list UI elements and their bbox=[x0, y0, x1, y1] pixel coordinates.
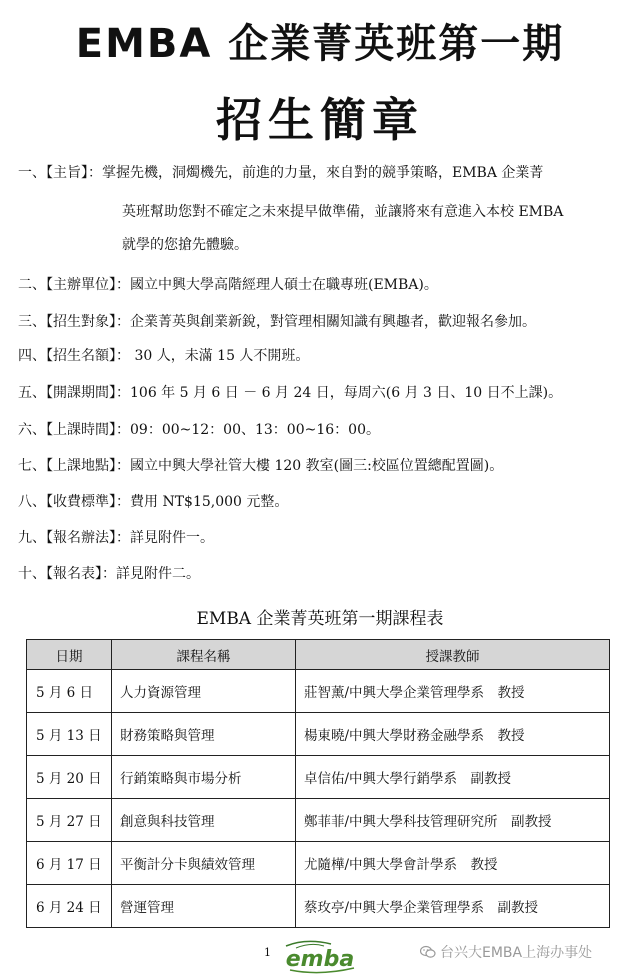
item-fee bbox=[18, 492, 628, 512]
item-number: 八、 bbox=[18, 494, 46, 510]
table-row bbox=[27, 842, 610, 885]
document-title: EMBA 企業菁英班第一期 bbox=[75, 21, 565, 67]
instructor-cell: 蔡玫亭/中興大學企業管理學系 副教授 bbox=[296, 885, 610, 928]
date-cell: 6 月 24 日 bbox=[27, 885, 112, 928]
item-text: ：106 年 5 月 6 日 － 6 月 24 日，每周六(6 月 3 日、10 日不上課)。 bbox=[116, 385, 563, 401]
instructor-cell: 莊智薰/中興大學企業管理學系 教授 bbox=[296, 670, 610, 713]
item-number: 一、 bbox=[18, 165, 46, 181]
course-cell: 平衡計分卡與績效管理 bbox=[112, 842, 296, 885]
instructor-cell: 楊東曉/中興大學財務金融學系 教授 bbox=[296, 713, 610, 756]
instructor-cell: 卓信佑/中興大學行銷學系 副教授 bbox=[296, 756, 610, 799]
schedule-title: EMBA 企業菁英班第一期課程表 bbox=[196, 609, 444, 629]
table-row bbox=[27, 756, 610, 799]
date-cell: 5 月 20 日 bbox=[27, 756, 112, 799]
item-number: 二、 bbox=[18, 277, 46, 293]
date-cell: 5 月 6 日 bbox=[27, 670, 112, 713]
course-cell: 人力資源管理 bbox=[112, 670, 296, 713]
column-header-course: 課程名稱 bbox=[112, 640, 296, 670]
item-location bbox=[18, 456, 628, 476]
course-cell: 行銷策略與市場分析 bbox=[112, 756, 296, 799]
table-row bbox=[27, 670, 610, 713]
item-label: 【收費標準】 bbox=[46, 494, 116, 510]
item-number: 三、 bbox=[18, 314, 46, 330]
item-label: 【主辦單位】 bbox=[46, 277, 116, 293]
date-cell: 5 月 13 日 bbox=[27, 713, 112, 756]
item-purpose-line2: 英班幫助您對不確定之未來提早做準備，並讓將來有意進入本校 EMBA bbox=[122, 204, 564, 220]
table-header-row bbox=[27, 640, 610, 670]
item-text: ：企業菁英與創業新銳，對管理相關知識有興趣者，歡迎報名參加。 bbox=[116, 314, 536, 330]
schedule-table bbox=[26, 639, 610, 928]
item-purpose-line3: 就學的您搶先體驗。 bbox=[122, 237, 248, 253]
course-cell: 營運管理 bbox=[112, 885, 296, 928]
item-text: ： 30 人，未滿 15 人不開班。 bbox=[116, 348, 310, 364]
item-text: ：費用 NT$15,000 元整。 bbox=[116, 494, 289, 510]
item-organizer bbox=[18, 275, 628, 295]
watermark-text: 台兴大EMBA上海办事处 bbox=[440, 945, 593, 961]
item-registration bbox=[18, 528, 628, 548]
item-number: 四、 bbox=[18, 348, 46, 364]
item-label: 【招生名額】 bbox=[46, 348, 116, 364]
item-target bbox=[18, 312, 628, 332]
date-cell: 6 月 17 日 bbox=[27, 842, 112, 885]
watermark bbox=[420, 942, 592, 962]
item-label: 【上課時間】 bbox=[46, 422, 116, 438]
table-row bbox=[27, 799, 610, 842]
item-text: ：詳見附件二。 bbox=[102, 566, 200, 582]
instructor-cell: 鄭菲菲/中興大學科技管理研究所 副教授 bbox=[296, 799, 610, 842]
item-text: ：國立中興大學高階經理人碩士在職專班(EMBA)。 bbox=[116, 277, 438, 293]
item-time bbox=[18, 420, 628, 440]
item-number: 六、 bbox=[18, 422, 46, 438]
item-text: ：國立中興大學社管大樓 120 教室(圖三:校區位置總配置圖)。 bbox=[116, 458, 504, 474]
page-number: 1 bbox=[264, 946, 271, 959]
item-text: ：09：00~12：00、13：00~16：00。 bbox=[116, 422, 380, 438]
item-period bbox=[18, 383, 628, 403]
item-number: 五、 bbox=[18, 385, 46, 401]
item-number: 九、 bbox=[18, 530, 46, 546]
date-cell: 5 月 27 日 bbox=[27, 799, 112, 842]
item-label: 【報名辦法】 bbox=[46, 530, 116, 546]
column-header-instructor: 授課教師 bbox=[296, 640, 610, 670]
item-number: 七、 bbox=[18, 458, 46, 474]
course-cell: 創意與科技管理 bbox=[112, 799, 296, 842]
item-purpose bbox=[18, 163, 628, 183]
item-number: 十、 bbox=[18, 566, 46, 582]
item-label: 【上課地點】 bbox=[46, 458, 116, 474]
item-text: ：掌握先機，洞燭機先，前進的力量，來自對的競爭策略，EMBA 企業菁 bbox=[88, 165, 544, 181]
item-text: ：詳見附件一。 bbox=[116, 530, 214, 546]
course-cell: 財務策略與管理 bbox=[112, 713, 296, 756]
item-quota bbox=[18, 346, 628, 366]
instructor-cell: 尤隨樺/中興大學會計學系 教授 bbox=[296, 842, 610, 885]
document-subtitle: 招生簡章 bbox=[216, 93, 424, 147]
item-label: 【主旨】 bbox=[46, 165, 88, 181]
wechat-icon bbox=[420, 945, 436, 959]
item-label: 【報名表】 bbox=[46, 566, 102, 582]
item-form bbox=[18, 564, 628, 584]
table-row bbox=[27, 713, 610, 756]
item-label: 【招生對象】 bbox=[46, 314, 116, 330]
emba-logo bbox=[276, 936, 366, 974]
column-header-date: 日期 bbox=[27, 640, 112, 670]
table-row bbox=[27, 885, 610, 928]
item-label: 【開課期間】 bbox=[46, 385, 116, 401]
logo-text: emba bbox=[285, 947, 355, 972]
